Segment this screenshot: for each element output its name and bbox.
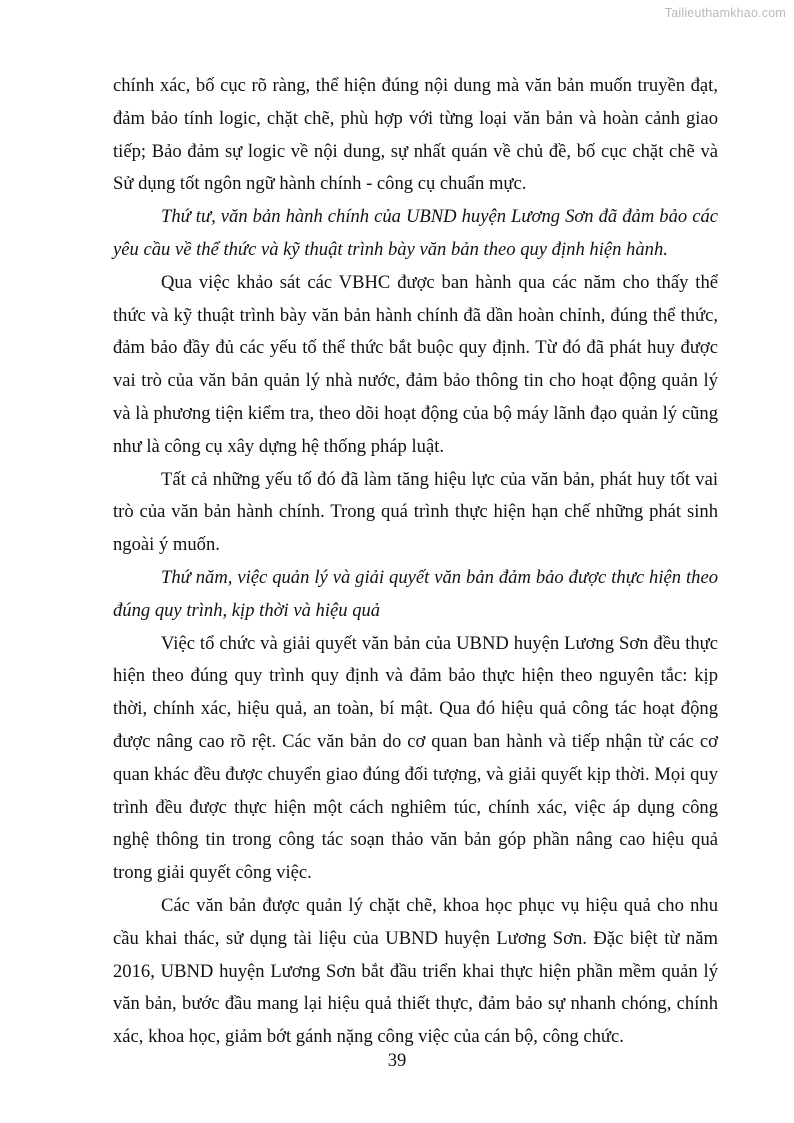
paragraph-continuation: chính xác, bố cục rõ ràng, thể hiện đúng nội dung mà văn bản muốn truyền đạt, đảm bảo tính logic, chặt chẽ, phù hợp với từng loại văn bản và hoàn cảnh giao tiếp; Bảo đảm sự logic về nội dung, sự nhất quán về chủ đề, bố cục chặt chẽ và Sử dụng tốt ngôn ngữ hành chính - công cụ chuẩn mực. [113,75,718,195]
watermark-text: Tailieuthamkhao.com [664,6,786,20]
paragraph: Việc tổ chức và giải quyết văn bản của UBND huyện Lương Sơn đều thực hiện theo đúng quy trình quy định và đảm bảo thực hiện theo nguyên tắc: kịp thời, chính xác, hiệu quả, an toàn, bí mật. Qua đó hiệu quả công tác hoạt động được nâng cao rõ rệt. Các văn bản do cơ quan ban hành và tiếp nhận từ các cơ quan khác đều được chuyển giao đúng đối tượng, và giải quyết kịp thời. Mọi quy trình đều được thực hiện một cách nghiêm túc, chính xác, việc áp dụng công nghệ thông tin trong công tác soạn thảo văn bản góp phần nâng cao hiệu quả trong giải quyết công việc. [113,632,718,884]
section-heading-fifth: Thứ năm, việc quản lý và giải quyết văn bản đảm bảo được thực hiện theo đúng quy trình, kịp thời và hiệu quả [113,566,718,621]
page-body [113,70,718,1054]
paragraph: Tất cả những yếu tố đó đã làm tăng hiệu lực của văn bản, phát huy tốt vai trò của văn bản hành chính. Trong quá trình thực hiện hạn chế những phát sinh ngoài ý muốn. [113,468,718,556]
paragraph: Qua việc khảo sát các VBHC được ban hành qua các năm cho thấy thể thức và kỹ thuật trình bày văn bản hành chính đã dần hoàn chỉnh, đúng thể thức, đảm bảo đầy đủ các yếu tố thể thức bắt buộc quy định. Từ đó đã phát huy được vai trò của văn bản quản lý nhà nước, đảm bảo thông tin cho hoạt động quản lý và là phương tiện kiểm tra, theo dõi hoạt động của bộ máy lãnh đạo quản lý cũng như là công cụ xây dựng hệ thống pháp luật. [113,271,718,457]
section-heading-fourth: Thứ tư, văn bản hành chính của UBND huyện Lương Sơn đã đảm bảo các yêu cầu về thể thức và kỹ thuật trình bày văn bản theo quy định hiện hành. [113,206,718,260]
page-number: 39 [387,1050,407,1071]
paragraph: Các văn bản được quản lý chặt chẽ, khoa học phục vụ hiệu quả cho nhu cầu khai thác, sử dụng tài liệu của UBND huyện Lương Sơn. Đặc biệt từ năm 2016, UBND huyện Lương Sơn bắt đầu triển khai thực hiện phần mềm quản lý văn bản, bước đầu mang lại hiệu quả thiết thực, đảm bảo sự nhanh chóng, chính xác, khoa học, giảm bớt gánh nặng công việc của cán bộ, công chức. [113,894,718,1048]
